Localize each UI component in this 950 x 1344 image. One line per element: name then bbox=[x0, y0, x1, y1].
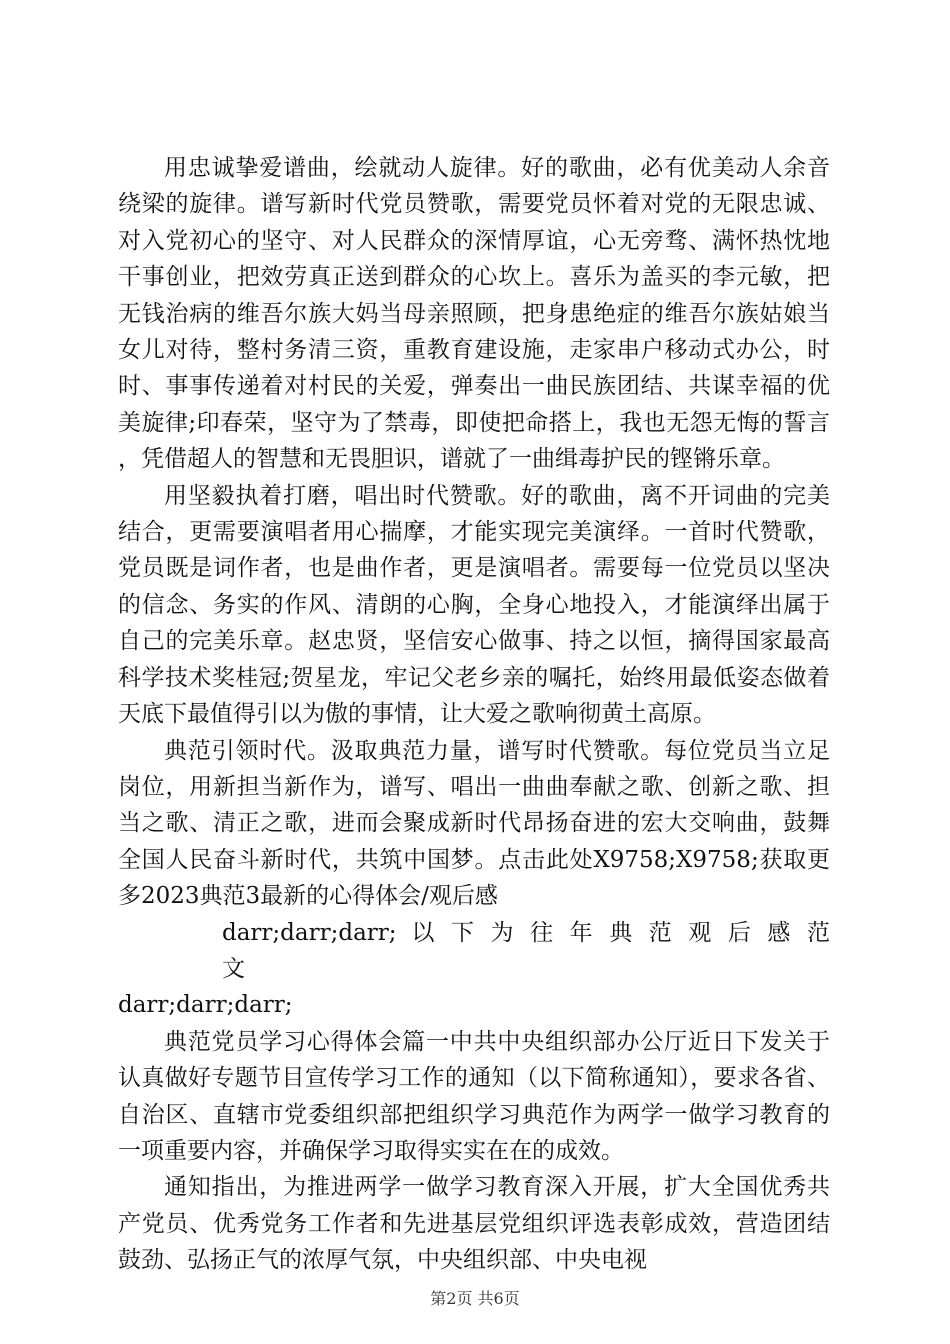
paragraph-perseverance: 用坚毅执着打磨，唱出时代赞歌。好的歌曲，离不开词曲的完美结合，更需要演唱者用心揣摩，才能实现完美演绎。一首时代赞歌，党员既是词作者，也是曲作者，更是演唱者。需要每一位党员以坚决的信念、务实的作风、清朗的心胸，全身心地投入，才能演绎出属于自己的完美乐章。赵忠贤，坚信安心做事、持之以恒，摘得国家最高科学技术奖桂冠;贺星龙，牢记父老乡亲的嘱托，始终用最低姿态做着天底下最值得引以为傲的事情，让大爱之歌响彻黄土高原。 bbox=[118, 482, 830, 728]
page-number-footer: 第2页 共6页 bbox=[430, 1289, 520, 1308]
sample-essays-heading-tail: darr;darr;darr; bbox=[118, 992, 293, 1019]
document-body bbox=[118, 150, 830, 1279]
paragraph-notice: 通知指出，为推进两学一做学习教育深入开展，扩大全国优秀共产党员、优秀党务工作者和先进基层党组织评选表彰成效，营造团结鼓劲、弘扬正气的浓厚气氛，中央组织部、中央电视 bbox=[118, 1174, 830, 1274]
paragraph-essay-one: 典范党员学习心得体会篇一中共中央组织部办公厅近日下发关于认真做好专题节目宣传学习工作的通知（以下简称通知），要求各省、自治区、直辖市党委组织部把组织学习典范作为两学一做学习教育的一项重要内容，并确保学习取得实实在在的成效。 bbox=[118, 1028, 830, 1164]
sample-essays-heading: darr;darr;darr; 以 下 为 往 年 典 范 观 后 感 范 文 bbox=[222, 919, 830, 982]
paragraph-loyalty: 用忠诚挚爱谱曲，绘就动人旋律。好的歌曲，必有优美动人余音绕梁的旋律。谱写新时代党员赞歌，需要党员怀着对党的无限忠诚、对入党初心的坚守、对人民群众的深情厚谊，心无旁骛、满怀热忱地干事创业，把效劳真正送到群众的心坎上。喜乐为盖买的李元敏，把无钱治病的维吾尔族大妈当母亲照顾，把身患绝症的维吾尔族姑娘当女儿对待，整村务清三资，重教育建设施，走家串户移动式办公，时时、事事传递着对村民的关爱，弹奏出一曲民族团结、共谋幸福的优美旋律;印春荣，坚守为了禁毒，即使把命搭上，我也无怨无悔的誓言，凭借超人的智慧和无畏胆识，谱就了一曲缉毒护民的铿锵乐章。 bbox=[118, 155, 830, 473]
paragraph-role-models: 典范引领时代。汲取典范力量，谱写时代赞歌。每位党员当立足岗位，用新担当新作为，谱写、唱出一曲曲奉献之歌、创新之歌、担当之歌、清正之歌，进而会聚成新时代昂扬奋进的宏大交响曲，鼓舞全国人民奋斗新时代，共筑中国梦。点击此处X9758;X9758;获取更多2023典范3最新的心得体会/观后感 bbox=[118, 737, 830, 910]
